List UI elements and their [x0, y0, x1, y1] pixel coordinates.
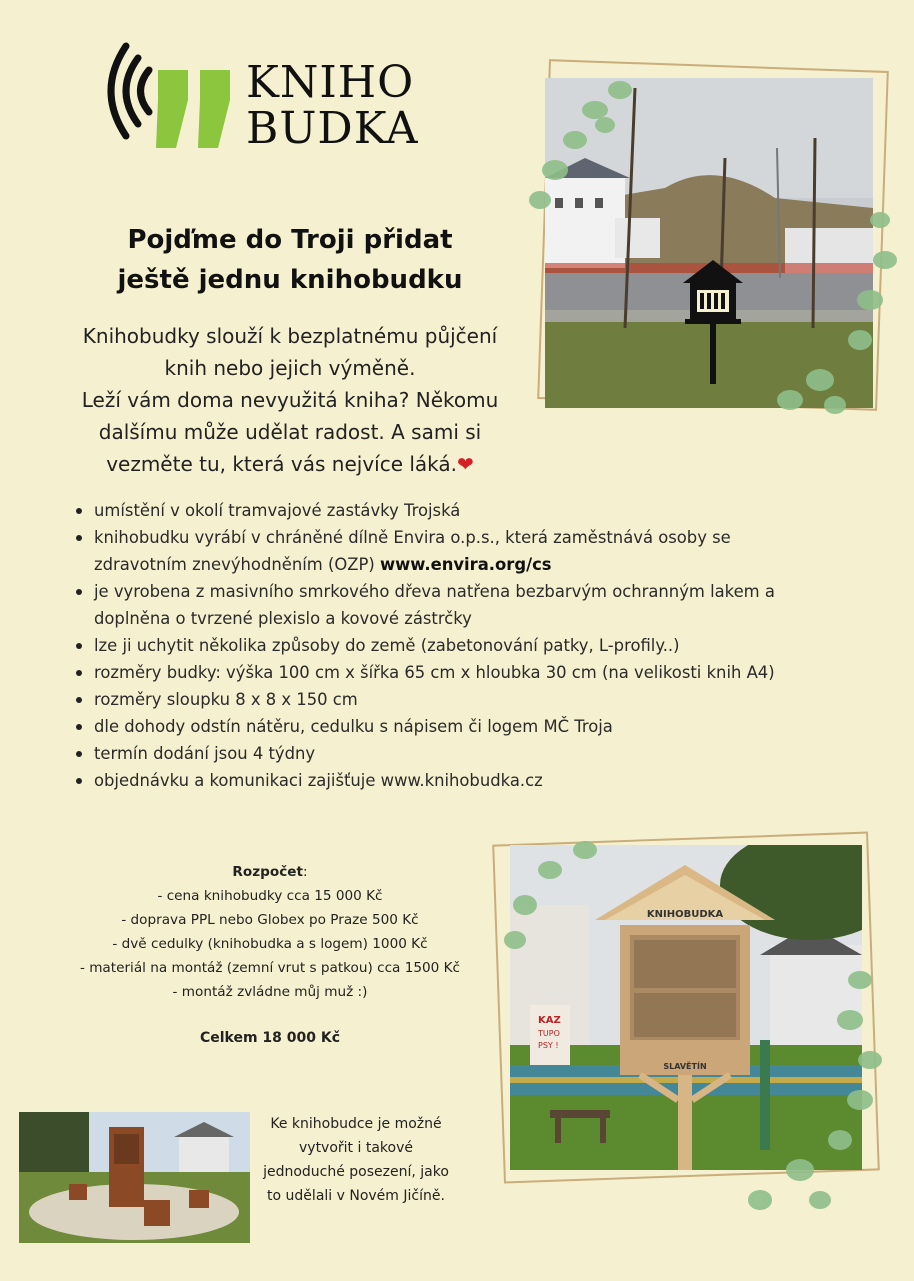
poster-text-1: KAZ — [538, 1015, 561, 1026]
bullet-text: doplněna o tvrzené plexislo a kovové zástrčky — [94, 609, 472, 628]
headline-line-1: Pojďme do Troji přidat — [127, 225, 453, 255]
intro-line-4: dalšímu může udělat radost. A sami si — [98, 420, 482, 444]
list-item — [70, 686, 870, 713]
budget-line: - montáž zvládne můj muž :) — [172, 984, 368, 1000]
logo-line-2: BUDKA — [246, 103, 419, 154]
eucalyptus-leaves-icon — [740, 960, 900, 1230]
list-item — [70, 497, 870, 524]
bookbox-sign-bottom: SLAVĚTÍN — [663, 1062, 707, 1071]
bullet-text: objednávku a komunikaci zajišťuje www.knihobudka.cz — [94, 771, 543, 790]
budget-line: - cena knihobudky cca 15 000 Kč — [157, 888, 383, 904]
eucalyptus-leaves-icon — [760, 200, 910, 430]
poster-text-2: TUPO — [538, 1029, 560, 1038]
poster-text-3: PSY ! — [538, 1041, 559, 1050]
intro-paragraph — [50, 320, 530, 480]
logo-mark-icon — [96, 36, 246, 161]
logo-line-1: KNIHO — [246, 57, 415, 108]
kniho-budka-logo — [96, 36, 456, 161]
envira-link[interactable]: www.envira.org/cs — [379, 555, 552, 574]
bullet-text: je vyrobena z masivního smrkového dřeva natřena bezbarvým ochranným lakem a — [94, 582, 775, 601]
bookbox-sign-top: KNIHOBUDKA — [646, 909, 724, 920]
bullet-text: termín dodání jsou 4 týdny — [94, 744, 316, 763]
budget-line: - materiál na montáž (zemní vrut s patkou) cca 1500 Kč — [79, 960, 461, 976]
bullet-text: dle dohody odstín nátěru, cedulku s nápisem či logem MČ Troja — [94, 717, 613, 736]
bullet-text: rozměry budky: výška 100 cm x šířka 65 cm x hloubka 30 cm (na velikosti knih A4) — [94, 663, 775, 682]
list-item — [70, 767, 870, 794]
budget-title: Rozpočet — [232, 864, 303, 880]
list-item — [70, 713, 870, 740]
intro-line-1: Knihobudky slouží k bezplatnému půjčení — [82, 324, 498, 348]
intro-line-5: vezměte tu, která vás nejvíce láká. — [106, 452, 458, 476]
list-item — [70, 659, 870, 686]
intro-line-3: Leží vám doma nevyužitá kniha? Někomu — [81, 388, 499, 412]
bullet-text: knihobudku vyrábí v chráněné dílně Envira o.p.s., která zaměstnává osoby se — [94, 528, 731, 547]
bullet-text: lze ji uchytit několika způsoby do země (zabetonování patky, L-profily..) — [94, 636, 680, 655]
list-item — [70, 740, 870, 767]
headline-line-2: ještě jednu knihobudku — [117, 265, 463, 295]
eucalyptus-leaves-icon — [490, 830, 610, 970]
budget-total: Celkem 18 000 Kč — [199, 1030, 341, 1046]
list-item — [70, 524, 870, 578]
budget-line: - dvě cedulky (knihobudka a s logem) 1000 Kč — [112, 936, 428, 952]
headline — [60, 220, 520, 300]
budget-colon: : — [302, 864, 308, 880]
bullet-text: umístění v okolí tramvajové zastávky Trojská — [94, 501, 461, 520]
seating-photo — [19, 1112, 250, 1243]
feature-list — [70, 497, 870, 794]
heart-icon: ❤ — [457, 452, 474, 476]
budget-section — [40, 860, 500, 1050]
list-item — [70, 578, 870, 632]
eucalyptus-leaves-icon — [525, 70, 645, 230]
bullet-text: rozměry sloupku 8 x 8 x 150 cm — [94, 690, 358, 709]
budget-line: - doprava PPL nebo Globex po Praze 500 Kč — [121, 912, 419, 928]
list-item — [70, 632, 870, 659]
bullet-text: zdravotním znevýhodněním (OZP) — [94, 555, 380, 574]
seating-caption: Ke knihobudce je možné vytvořit i takové jednoduché posezení, jako to udělali v Novém Jičíně. — [263, 1116, 449, 1204]
intro-line-2: knih nebo jejich výměně. — [164, 356, 416, 380]
